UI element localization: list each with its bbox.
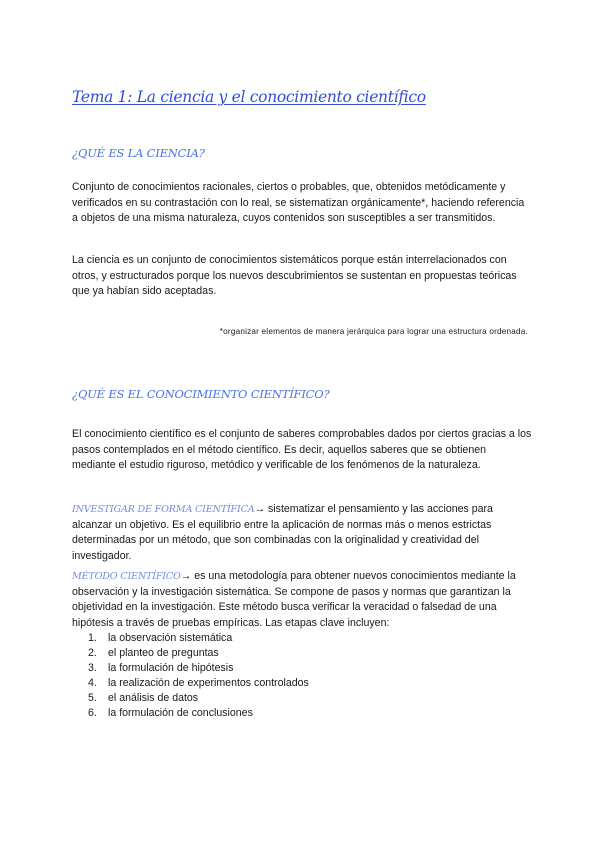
section-heading-ciencia: ¿QUÉ ES LA CIENCIA? [72, 146, 205, 160]
metodo-label: MÉTODO CIENTÍFICO [72, 571, 181, 582]
list-text: el planteo de preguntas [108, 647, 219, 659]
list-text: el análisis de datos [108, 692, 199, 704]
paragraph-ciencia-sistematica: La ciencia es un conjunto de conocimientos sistemáticos porque están interrelacionados con otros, y estructurados porque los nuevos descubrimientos se sustentan en propuestas teóricas que ya habían sido aceptadas. [72, 254, 517, 297]
paragraph-conocimiento-definicion: El conocimiento científico es el conjunto de saberes comprobables dados por ciertos gracias a los pasos contemplados en el método científico. Es decir, aquellos saberes que se obtienen mediante el estudio riguroso, metódico y verificable de los fenómenos de la naturaleza. [72, 428, 532, 471]
list-number: 3. [88, 662, 97, 674]
metodo-text: → es una metodología para obtener nuevos conocimientos mediante la observación y la investigación sistemática. Se compone de pasos y normas que garantizan la objetividad en la investigación. Este método busca verificar la veracidad o falsedad de una hipótesis a través de pruebas empíricas. Las etapas clave incluyen: [72, 570, 516, 629]
list-item [88, 691, 309, 706]
paragraph-ciencia-definicion: Conjunto de conocimientos racionales, ciertos o probables, que, obtenidos metódicamente y verificados en su contrastación con lo real, se sistematizan orgánicamente*, haciendo referencia a objetos de una misma naturaleza, cuyos contenidos son susceptibles a ser transmitidos. [72, 181, 525, 224]
list-number: 1. [88, 632, 97, 644]
steps-list [88, 631, 309, 721]
list-text: la observación sistemática [108, 632, 233, 644]
list-number: 6. [88, 707, 97, 719]
investigar-label: INVESTIGAR DE FORMA CIENTÍFICA [72, 504, 255, 515]
paragraph-metodo [72, 569, 532, 631]
list-item [88, 706, 309, 721]
investigar-text: → sistematizar el pensamiento y las acciones para alcanzar un objetivo. Es el equilibrio entre la aplicación de normas más o menos estrictas determinadas por un método, que son combinadas con la originalidad y creatividad del investigador. [72, 503, 493, 562]
list-item [88, 646, 309, 661]
list-item [88, 631, 309, 646]
footnote: *organizar elementos de manera jerárquica para lograr una estructura ordenada. [219, 327, 528, 336]
section-heading-conocimiento: ¿QUÉ ES EL CONOCIMIENTO CIENTÍFICO? [72, 387, 330, 401]
list-number: 4. [88, 677, 97, 689]
list-item [88, 661, 309, 676]
page-title: Tema 1: La ciencia y el conocimiento científico [72, 88, 426, 106]
list-text: la realización de experimentos controlados [108, 677, 309, 689]
list-number: 2. [88, 647, 97, 659]
list-item [88, 676, 309, 691]
list-number: 5. [88, 692, 97, 704]
list-text: la formulación de conclusiones [108, 707, 253, 719]
list-text: la formulación de hipótesis [108, 662, 234, 674]
paragraph-investigar [72, 502, 532, 564]
